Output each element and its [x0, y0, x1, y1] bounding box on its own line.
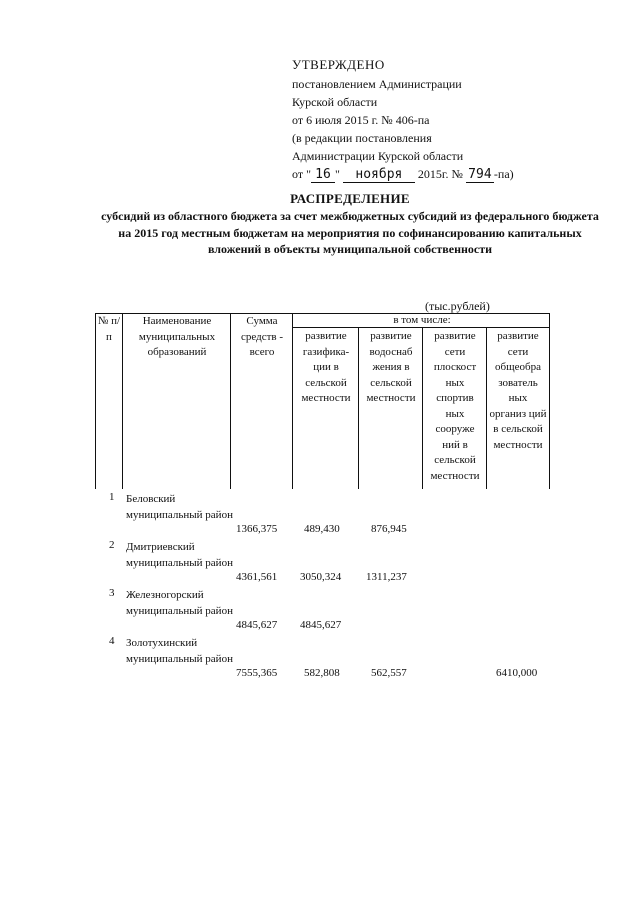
header-sport: развитие сети плоскост ных спортив ных сооруже ний в сельской местности: [430, 330, 480, 482]
date-suffix: -па): [493, 167, 514, 181]
row-total: 1366,375: [236, 523, 278, 535]
row-gas: 3050,324: [300, 571, 342, 583]
row-number: 1: [109, 491, 115, 503]
date-year: 2015г. №: [417, 167, 463, 181]
approval-line: постановлением Администрации: [292, 77, 462, 91]
date-month: ноября: [343, 168, 415, 183]
row-gas: 582,808: [304, 667, 340, 679]
date-day: 16: [311, 168, 335, 183]
row-gas: 4845,627: [300, 619, 342, 631]
table-header: [95, 313, 550, 489]
approval-line: (в редакции постановления: [292, 131, 432, 145]
header-group: в том числе:: [393, 314, 451, 326]
header-num: № п/п: [97, 315, 121, 343]
approval-date-line: [292, 165, 592, 183]
row-number: 4: [109, 635, 115, 647]
row-name: Дмитриевский муниципальный район: [126, 541, 233, 569]
units-label: (тыс.рублей): [425, 299, 490, 313]
date-number: 794: [466, 168, 494, 183]
row-water: 876,945: [371, 523, 407, 535]
row-number: 2: [109, 539, 115, 551]
row-name: Золотухинский муниципальный район: [126, 637, 233, 665]
document-title: РАСПРЕДЕЛЕНИЕ: [290, 191, 410, 206]
document-subtitle: субсидий из областного бюджета за счет межбюджетных субсидий из федерального бюджета на 2015 год местным бюджетам на мероприятия по софинансированию капитальных вложений в объекты муниципальной собственности: [101, 209, 599, 256]
date-prefix: от ": [292, 167, 311, 181]
header-water: развитие водоснаб жения в сельской местности: [366, 330, 416, 404]
row-gas: 489,430: [304, 523, 340, 535]
approval-line: от 6 июля 2015 г. № 406-па: [292, 113, 430, 127]
approval-stamp: [292, 56, 592, 183]
row-total: 4845,627: [236, 619, 278, 631]
row-schools: 6410,000: [496, 667, 538, 679]
approval-heading: УТВЕРЖДЕНО: [292, 57, 385, 72]
row-water: 1311,237: [366, 571, 407, 583]
approval-line: Курской области: [292, 95, 378, 109]
approval-line: Администрации Курской области: [292, 149, 464, 163]
row-total: 7555,365: [236, 667, 278, 679]
row-name: Железногорский муниципальный район: [126, 589, 233, 617]
header-schools: развитие сети общеобра зователь ных организ ций в сельской местности: [489, 330, 547, 451]
row-name: Беловский муниципальный район: [126, 493, 233, 521]
header-gas: развитие газифика-ции в сельской местности: [301, 330, 351, 404]
row-total: 4361,561: [236, 571, 278, 583]
row-water: 562,557: [371, 667, 407, 679]
row-number: 3: [109, 587, 115, 599]
date-mid: ": [334, 167, 340, 181]
header-total: Сумма средств - всего: [240, 315, 283, 358]
header-name: Наименование муниципальных образований: [138, 315, 216, 358]
